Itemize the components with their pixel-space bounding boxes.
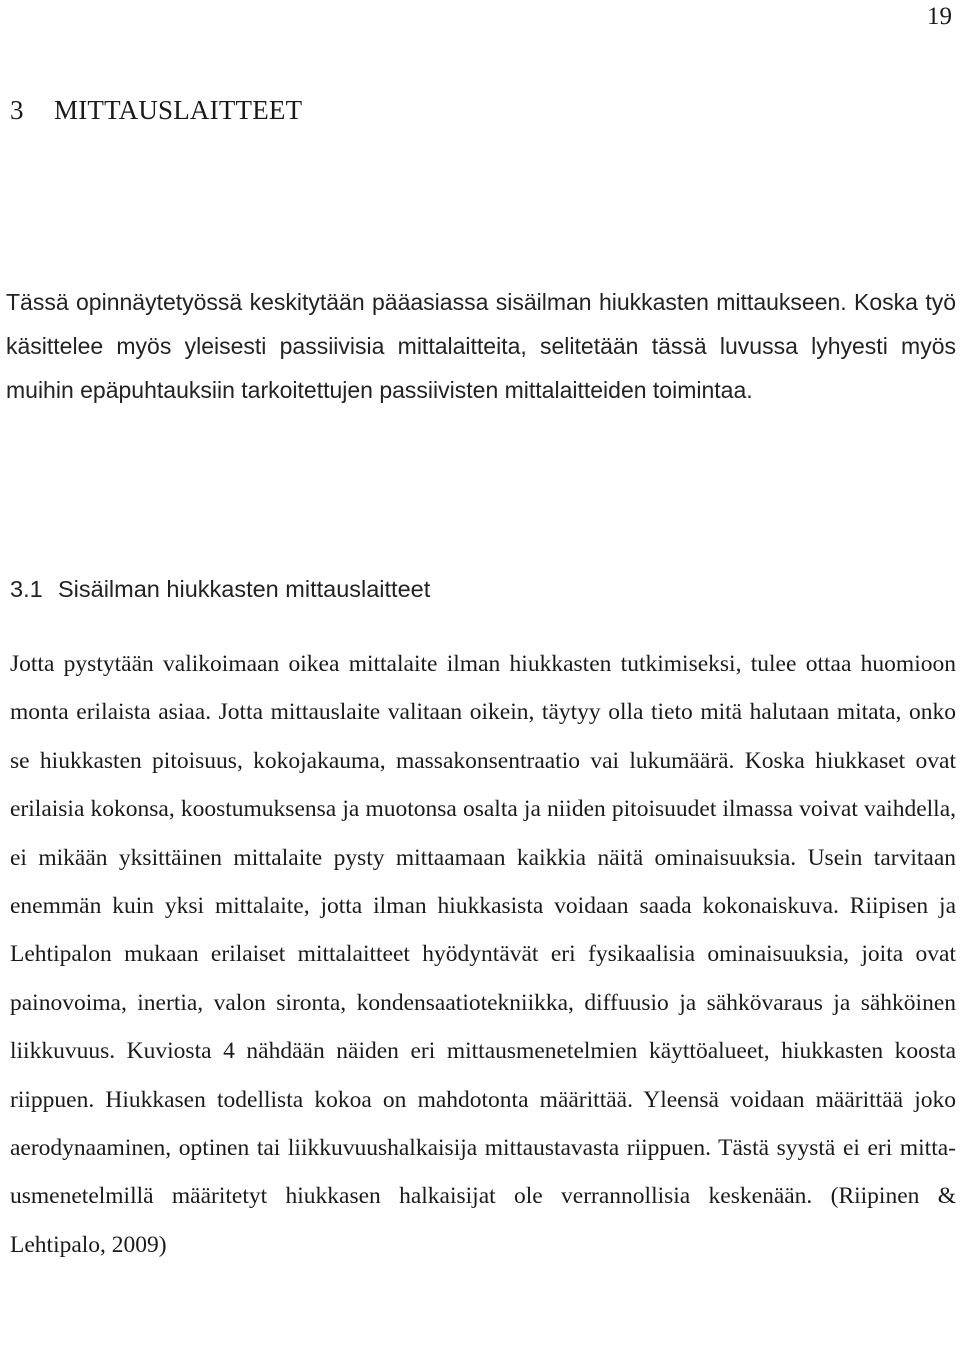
chapter-title: MITTAUSLAITTEET xyxy=(54,95,303,125)
section-number: 3.1 xyxy=(10,576,43,602)
section-heading xyxy=(10,572,430,606)
section-title: Sisäilman hiukkasten mittauslaitteet xyxy=(58,576,431,602)
chapter-heading xyxy=(10,93,302,127)
chapter-number: 3 xyxy=(10,95,24,125)
section-paragraph: Jotta pystytään valikoimaan oikea mittalaite ilman hiukkasten tutkimiseksi, tulee ottaa huomioon monta erilaista asiaa. Jotta mittauslaite valitaan oikein, täytyy olla tieto mitä halutaan mitata, onko se hiukkasten pitoisuus, kokojakauma, massakonsentraatio vai lukumäärä. Koska hiukkaset ovat erilaisia kokonsa, koostumuksensa ja muotonsa osalta ja niiden pitoisuudet ilmassa voivat vaihdella, ei mikään yksittäinen mittalaite pysty mittaamaan kaikkia näitä ominaisuuksia. Usein tarvitaan enemmän kuin yksi mittalaite, jotta ilman hiukkasista voidaan saada kokonaiskuva. Riipisen ja Lehtipalon mukaan erilaiset mittalaitteet hyödyntävät eri fysikaalisia ominaisuuksia, joita ovat painovoima, inertia, valon sironta, kondensaatiotekniikka, diffuusio ja sähkövaraus ja sähköinen liikkuvuus. Kuviosta 4 nähdään näiden eri mittausmenetelmien käyttöalueet, hiukkasten koosta riippuen. Hiukkasen todellista kokoa on mahdotonta määrittää. Yleensä voidaan määrittää joko aerodynaaminen, optinen tai liikkuvuushalkaisija mittaustavasta riippuen. Tästä syystä ei eri mittausmenetelmillä määritetyt hiukkasen halkaisijat ole verrannollisia keskenään. (Riipinen & Lehtipalo, 2009) xyxy=(10,651,956,1258)
page-number: 19 xyxy=(927,3,952,30)
intro-paragraph: Tässä opinnäytetyössä keskitytään pääasiassa sisäilman hiukkasten mittaukseen. Koska työ käsittelee myös yleisesti passiivisia mittalaitteita, selitetään tässä luvussa lyhyesti myös muihin epäpuhtauksiin tarkoitettujen passiivisten mittalaitteiden toimintaa. xyxy=(6,289,956,403)
